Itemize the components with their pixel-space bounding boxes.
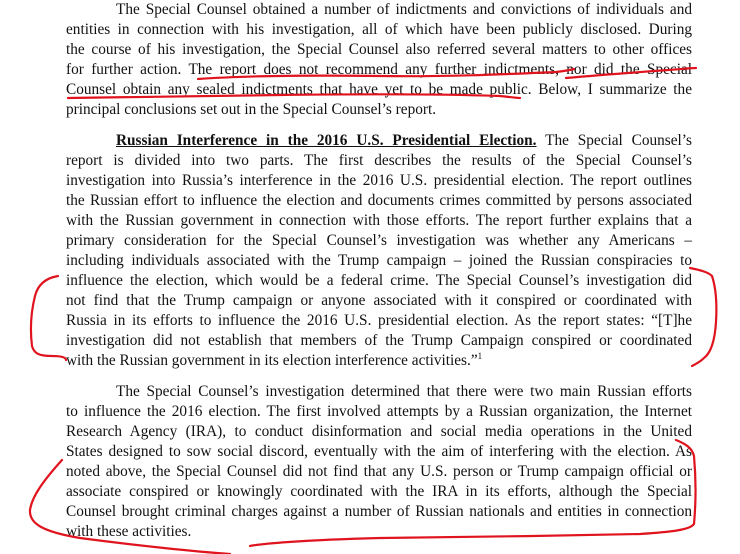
heading-line-text: The Special Counsel’s: [545, 132, 692, 149]
paragraph-2-line: including individuals associated with the Trump campaign – joined the Russian conspiracies to: [66, 252, 692, 269]
paragraph-1-line: the course of his investigation, the Special Counsel also referred several matters to other offices: [66, 41, 692, 58]
paragraph-1-line: Counsel obtain any sealed indictments that have yet to be made public. Below, I summarize the: [66, 81, 692, 98]
paragraph-3-line: with these activities.: [66, 523, 192, 540]
paragraph-3-line: noted above, the Special Counsel did not find that any U.S. person or Trump campaign official or: [66, 463, 692, 480]
paragraph-2-first-line: [116, 131, 692, 151]
paragraph-2-last-line: [66, 351, 692, 371]
paragraph-2-line: influence the election, which would be a federal crime. The Special Counsel’s investigation did: [66, 272, 692, 289]
paragraph-1-line: entities in connection with his investigation, all of which have been publicly disclosed. During: [66, 21, 692, 38]
section-heading: Russian Interference in the 2016 U.S. Presidential Election.: [116, 132, 537, 149]
paragraph-3-line: to influence the 2016 election. The first involved attempts by a Russian organization, the Internet: [66, 403, 692, 420]
paragraph-2-line: investigation did not establish that members of the Trump Campaign conspired or coordinated: [66, 332, 692, 349]
paragraph-1-line: The Special Counsel obtained a number of indictments and convictions of individuals and: [116, 1, 692, 18]
paragraph-2-line: report is divided into two parts. The first describes the results of the Special Counsel’s: [66, 152, 692, 169]
paragraph-3-line: The Special Counsel’s investigation determined that there were two main Russian efforts: [116, 383, 692, 400]
paragraph-1-line: principal conclusions set out in the Special Counsel’s report.: [66, 101, 437, 118]
paragraph-3-line: associate conspired or knowingly coordinated with the IRA in its efforts, although the Special: [66, 483, 692, 500]
paragraph-2-line: not find that the Trump campaign or anyone associated with it conspired or coordinated with: [66, 292, 692, 309]
paragraph-3-line: Research Agency (IRA), to conduct disinformation and social media operations in the United: [66, 423, 692, 440]
footnote-marker[interactable]: 1: [477, 351, 483, 361]
paragraph-2-line: primary consideration for the Special Counsel’s investigation was whether any Americans –: [66, 232, 692, 249]
quote-end-text: with the Russian government in its election interference activities.”: [66, 352, 478, 369]
paragraph-1-line: for further action. The report does not recommend any further indictments, nor did the Special: [66, 61, 692, 78]
paragraph-2-line: the Russian effort to influence the election and documents crimes committed by persons associated: [66, 192, 692, 209]
paragraph-2-line: with the Russian government in connection with those efforts. The report further explains that a: [66, 212, 692, 229]
paragraph-3-line: States designed to sow social discord, eventually with the aim of interfering with the election. As: [66, 443, 692, 460]
paragraph-3-line: Counsel brought criminal charges against a number of Russian nationals and entities in connection: [66, 503, 692, 520]
paragraph-2-line: Russia in its efforts to influence the 2016 U.S. presidential election. As the report states: “[T]he: [66, 312, 692, 329]
paragraph-2-line: investigation into Russia’s interference in the 2016 U.S. presidential election. The report outlines: [66, 172, 692, 189]
